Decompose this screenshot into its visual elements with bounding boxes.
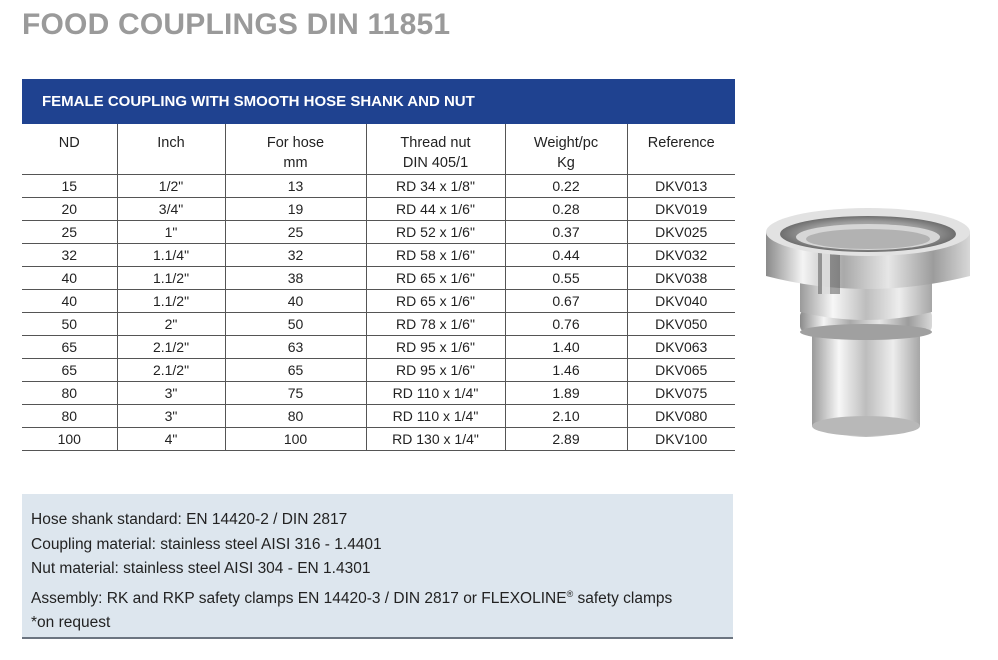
cell-inch: 1" — [117, 220, 225, 243]
cell-thread-nut: RD 130 x 1/4" — [366, 427, 505, 450]
table-row — [22, 220, 735, 243]
col-header-line1: Inch — [157, 135, 185, 151]
cell-weight: 1.89 — [505, 381, 627, 404]
cell-for-hose: 40 — [225, 289, 366, 312]
cell-inch: 1.1/4" — [117, 243, 225, 266]
table-row — [22, 243, 735, 266]
cell-thread-nut: RD 65 x 1/6" — [366, 266, 505, 289]
note-nut-material: Nut material: stainless steel AISI 304 - EN 1.4301 — [31, 560, 371, 577]
table-row — [22, 335, 735, 358]
cell-inch: 3" — [117, 381, 225, 404]
cell-for-hose: 65 — [225, 358, 366, 381]
table-row — [22, 381, 735, 404]
table-row — [22, 289, 735, 312]
cell-nd: 65 — [22, 335, 117, 358]
table-row — [22, 197, 735, 220]
col-header-line1: Thread nut — [400, 135, 471, 151]
cell-reference: DKV075 — [627, 381, 735, 404]
cell-nd: 65 — [22, 358, 117, 381]
col-header-thread-nut — [366, 124, 505, 174]
cell-weight: 0.67 — [505, 289, 627, 312]
col-header-reference — [627, 124, 735, 174]
col-header-line2: DIN 405/1 — [402, 155, 469, 171]
cell-nd: 80 — [22, 404, 117, 427]
col-header-line1: Weight/pc — [533, 135, 599, 151]
note-assembly-suffix: safety clamps — [573, 589, 673, 607]
col-header-line1: ND — [58, 135, 80, 151]
note-coupling-material: Coupling material: stainless steel AISI 316 - 1.4401 — [31, 535, 382, 553]
cell-inch: 3" — [117, 404, 225, 427]
cell-weight: 1.46 — [505, 358, 627, 381]
cell-reference: DKV013 — [627, 174, 735, 197]
table-row — [22, 427, 735, 450]
cell-inch: 4" — [117, 427, 225, 450]
cell-weight: 0.76 — [505, 312, 627, 335]
cell-nd: 50 — [22, 312, 117, 335]
cell-thread-nut: RD 110 x 1/4" — [366, 404, 505, 427]
cell-inch: 1.1/2" — [117, 289, 225, 312]
cell-for-hose: 50 — [225, 312, 366, 335]
note-hose-shank-standard: Hose shank standard: EN 14420-2 / DIN 2817 — [31, 511, 348, 528]
cell-inch: 2" — [117, 312, 225, 335]
registered-mark: ® — [566, 588, 574, 599]
cell-for-hose: 38 — [225, 266, 366, 289]
cell-reference: DKV038 — [627, 266, 735, 289]
cell-thread-nut: RD 58 x 1/6" — [366, 243, 505, 266]
notes-box — [22, 494, 733, 639]
cell-reference: DKV065 — [627, 358, 735, 381]
cell-for-hose: 13 — [225, 174, 366, 197]
cell-nd: 20 — [22, 197, 117, 220]
col-header-line1: Reference — [647, 135, 715, 151]
table-caption: FEMALE COUPLING WITH SMOOTH HOSE SHANK AND NUT — [22, 79, 735, 124]
spec-table-section — [22, 79, 735, 451]
cell-weight: 0.44 — [505, 243, 627, 266]
cell-nd: 32 — [22, 243, 117, 266]
table-body — [22, 174, 735, 450]
cell-for-hose: 80 — [225, 404, 366, 427]
table-row — [22, 358, 735, 381]
page-title: FOOD COUPLINGS DIN 11851 — [22, 8, 451, 41]
cell-nd: 25 — [22, 220, 117, 243]
cell-for-hose: 25 — [225, 220, 366, 243]
cell-for-hose: 75 — [225, 381, 366, 404]
note-assembly-text: Assembly: RK and RKP safety clamps EN 14420-3 / DIN 2817 or FLEXOLINE — [31, 589, 567, 607]
cell-reference: DKV100 — [627, 427, 735, 450]
cell-thread-nut: RD 78 x 1/6" — [366, 312, 505, 335]
cell-weight: 2.89 — [505, 427, 627, 450]
table-row — [22, 312, 735, 335]
cell-inch: 2.1/2" — [117, 358, 225, 381]
table-row — [22, 404, 735, 427]
cell-reference: DKV063 — [627, 335, 735, 358]
cell-inch: 3/4" — [117, 197, 225, 220]
col-header-weight — [505, 124, 627, 174]
cell-inch: 1/2" — [117, 174, 225, 197]
cell-for-hose: 32 — [225, 243, 366, 266]
cell-thread-nut: RD 65 x 1/6" — [366, 289, 505, 312]
table-row — [22, 174, 735, 197]
cell-weight: 2.10 — [505, 404, 627, 427]
note-on-request: *on request — [31, 614, 111, 632]
note-assembly — [31, 582, 733, 612]
cell-thread-nut: RD 110 x 1/4" — [366, 381, 505, 404]
cell-weight: 0.22 — [505, 174, 627, 197]
cell-nd: 80 — [22, 381, 117, 404]
cell-inch: 1.1/2" — [117, 266, 225, 289]
table-row — [22, 266, 735, 289]
cell-thread-nut: RD 34 x 1/8" — [366, 174, 505, 197]
col-header-for-hose — [225, 124, 366, 174]
cell-nd: 40 — [22, 289, 117, 312]
cell-nd: 40 — [22, 266, 117, 289]
coupling-product-image — [760, 190, 980, 450]
col-header-nd — [22, 124, 117, 174]
col-header-line2: Kg — [557, 155, 575, 171]
col-header-line2: mm — [283, 155, 308, 171]
cell-weight: 1.40 — [505, 335, 627, 358]
cell-reference: DKV040 — [627, 289, 735, 312]
cell-weight: 0.28 — [505, 197, 627, 220]
cell-thread-nut: RD 52 x 1/6" — [366, 220, 505, 243]
cell-thread-nut: RD 95 x 1/6" — [366, 335, 505, 358]
cell-nd: 100 — [22, 427, 117, 450]
col-header-inch — [117, 124, 225, 174]
cell-for-hose: 19 — [225, 197, 366, 220]
cell-weight: 0.55 — [505, 266, 627, 289]
table-header-row — [22, 124, 735, 174]
cell-reference: DKV080 — [627, 404, 735, 427]
col-header-line1: For hose — [266, 135, 325, 151]
spec-table — [22, 124, 735, 451]
cell-for-hose: 63 — [225, 335, 366, 358]
cell-weight: 0.37 — [505, 220, 627, 243]
cell-inch: 2.1/2" — [117, 335, 225, 358]
cell-for-hose: 100 — [225, 427, 366, 450]
cell-reference: DKV025 — [627, 220, 735, 243]
cell-nd: 15 — [22, 174, 117, 197]
cell-thread-nut: RD 95 x 1/6" — [366, 358, 505, 381]
cell-reference: DKV032 — [627, 243, 735, 266]
cell-reference: DKV019 — [627, 197, 735, 220]
cell-reference: DKV050 — [627, 312, 735, 335]
cell-thread-nut: RD 44 x 1/6" — [366, 197, 505, 220]
